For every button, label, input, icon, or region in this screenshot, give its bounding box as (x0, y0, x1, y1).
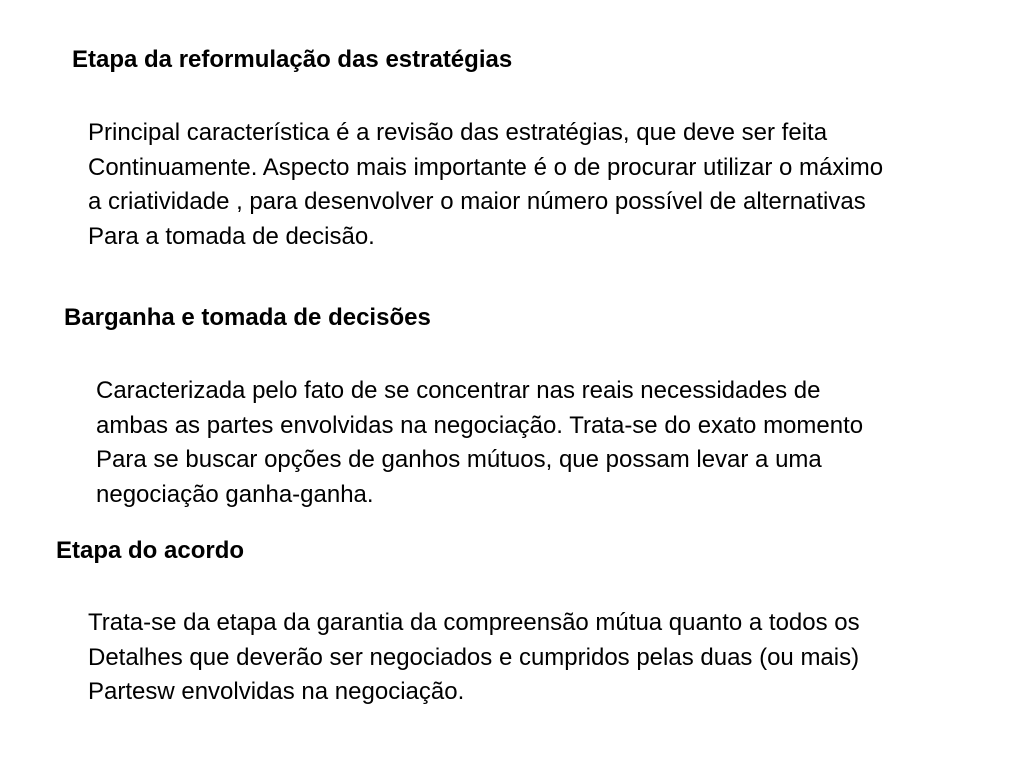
section-paragraph-acordo (88, 606, 860, 710)
section-heading-reformulacao: Etapa da reformulação das estratégias (72, 46, 513, 73)
paragraph-line: Caracterizada pelo fato de se concentrar nas reais necessidades de (96, 377, 821, 404)
paragraph-line: Trata-se da etapa da garantia da compreensão mútua quanto a todos os (88, 609, 860, 636)
paragraph-line: Para se buscar opções de ganhos mútuos, que possam levar a uma (96, 446, 822, 473)
paragraph-line: Principal característica é a revisão das estratégias, que deve ser feita (88, 119, 828, 146)
paragraph-line: Detalhes que deverão ser negociados e cumpridos pelas duas (ou mais) (88, 643, 860, 671)
paragraph-line: negociação ganha-ganha. (96, 480, 374, 508)
section-paragraph-reformulacao (88, 116, 883, 254)
section-heading-acordo: Etapa do acordo (56, 537, 245, 564)
paragraph-line: Para a tomada de decisão. (88, 222, 375, 250)
paragraph-line: Partesw envolvidas na negociação. (88, 678, 465, 705)
paragraph-line: ambas as partes envolvidas na negociação. Trata-se do exato momento (96, 411, 864, 439)
section-heading-barganha: Barganha e tomada de decisões (64, 304, 431, 331)
paragraph-line: a criatividade , para desenvolver o maior número possível de alternativas (88, 188, 866, 215)
paragraph-line: Continuamente. Aspecto mais importante é o de procurar utilizar o máximo (88, 153, 884, 181)
section-paragraph-barganha (96, 374, 863, 512)
